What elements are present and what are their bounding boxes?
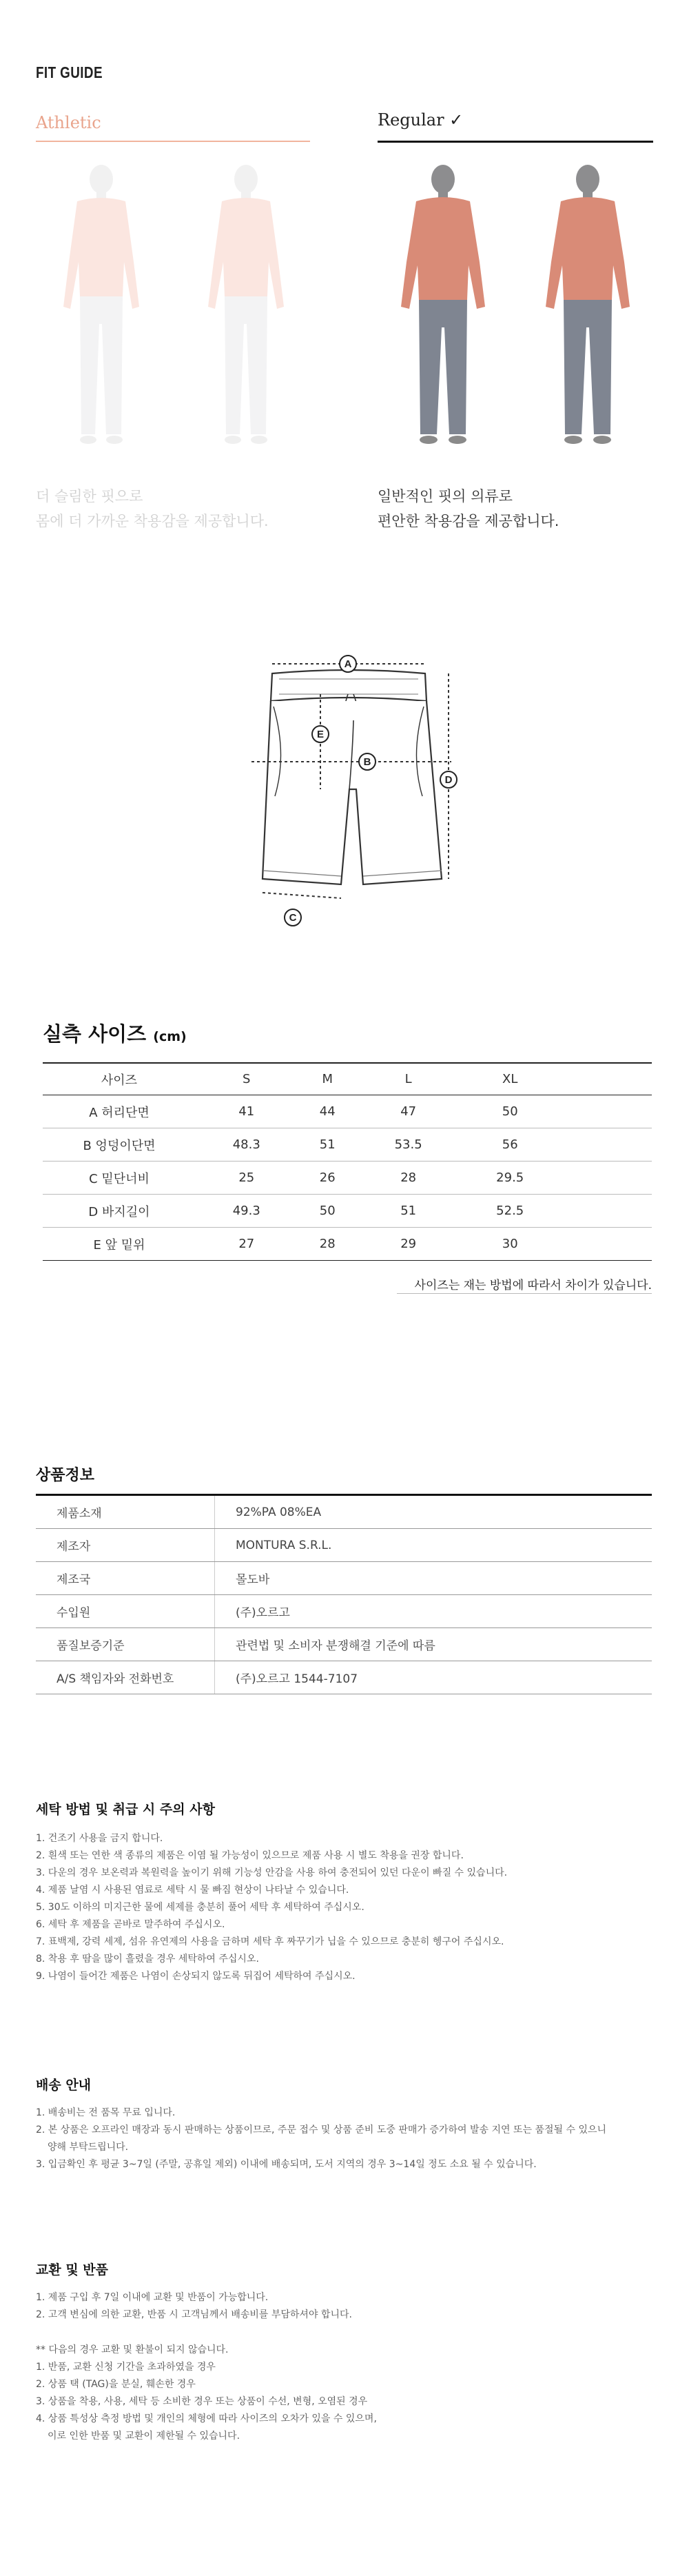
cell: 50 <box>459 1095 561 1128</box>
cell-empty <box>561 1095 652 1128</box>
table-row <box>36 1661 652 1694</box>
list-item: 6. 세탁 후 제품을 곧바로 말주하여 주십시오. <box>36 1919 225 1930</box>
table-row <box>36 1495 652 1529</box>
list-item: 2. 흰색 또는 연한 색 종류의 제품은 이염 될 가능성이 있으므로 제품 사용 시 별도 착용을 권장 합니다. <box>36 1850 464 1861</box>
info-value: 몰도바 <box>215 1562 652 1595</box>
cell: 29.5 <box>459 1162 561 1195</box>
regular-back-figure <box>546 165 630 444</box>
cell: 51 <box>358 1195 460 1228</box>
list-item: 양해 부탁드립니다. <box>48 2142 129 2153</box>
product-info-table <box>36 1494 652 1694</box>
info-key: 제품소재 <box>36 1495 215 1529</box>
tab-regular[interactable]: Regular ✓ <box>378 110 464 130</box>
list-item: 2. 상품 택 (TAG)을 분실, 훼손한 경우 <box>36 2379 196 2390</box>
table-row <box>36 1529 652 1562</box>
regular-fit-figures <box>378 159 653 455</box>
cell-empty <box>561 1195 652 1228</box>
info-key: 제조국 <box>36 1562 215 1595</box>
cell: 47 <box>358 1095 460 1128</box>
list-item: 9. 나염이 들어간 제품은 나염이 손상되지 않도록 뒤집어 세탁하여 주십시오. <box>36 1971 356 1982</box>
athletic-front-figure <box>63 165 139 444</box>
info-value: MONTURA S.R.L. <box>215 1529 652 1562</box>
regular-front-figure <box>401 165 485 444</box>
size-note: 사이즈는 재는 방법에 따라서 차이가 있습니다. <box>414 1279 652 1292</box>
washing-list <box>36 1830 507 1985</box>
marker-e-label: E <box>316 729 325 740</box>
athletic-back-figure <box>208 165 284 444</box>
exchange-notice-list <box>36 2342 377 2445</box>
list-item: 3. 상품을 착용, 사용, 세탁 등 소비한 경우 또는 상품이 수선, 변형, 오염된 경우 <box>36 2396 368 2407</box>
marker-d-label: D <box>444 774 453 786</box>
info-value: (주)오르고 1544-7107 <box>215 1661 652 1694</box>
row-label: B 엉덩이단면 <box>43 1128 196 1162</box>
cell: 53.5 <box>358 1128 460 1162</box>
cell: 28 <box>358 1162 460 1195</box>
header-cell: S <box>196 1063 298 1095</box>
regular-desc-line: 편안한 착용감을 제공합니다. <box>378 513 559 529</box>
row-label: A 허리단면 <box>43 1095 196 1128</box>
athletic-description <box>36 484 269 534</box>
size-unit: (cm) <box>153 1029 187 1044</box>
size-table-header <box>43 1063 652 1095</box>
tab-athletic[interactable]: Athletic <box>36 113 101 132</box>
list-item: 1. 건조기 사용을 금지 합니다. <box>36 1833 163 1844</box>
cell: 44 <box>298 1095 358 1128</box>
cell: 30 <box>459 1228 561 1261</box>
row-label: C 밑단너비 <box>43 1162 196 1195</box>
info-value: 관련법 및 소비자 분쟁해결 기준에 따름 <box>215 1628 652 1661</box>
cell: 56 <box>459 1128 561 1162</box>
exchange-title: 교환 및 반품 <box>36 2262 108 2278</box>
size-table-title <box>43 1019 187 1047</box>
info-key: 제조자 <box>36 1529 215 1562</box>
cell-empty <box>561 1162 652 1195</box>
row-label: E 앞 밑위 <box>43 1228 196 1261</box>
cell: 48.3 <box>196 1128 298 1162</box>
cell: 28 <box>298 1228 358 1261</box>
list-item: 4. 제품 날염 시 사용된 염료로 세탁 시 물 빠짐 현상이 나타날 수 있습니다. <box>36 1885 349 1896</box>
cell: 26 <box>298 1162 358 1195</box>
list-item: 1. 배송비는 전 품목 무료 입니다. <box>36 2107 176 2118</box>
list-item: 1. 반품, 교환 신청 기간을 초과하였을 경우 <box>36 2362 216 2373</box>
cell: 27 <box>196 1228 298 1261</box>
shorts-measurement-diagram <box>245 651 465 948</box>
info-key: 수입원 <box>36 1595 215 1628</box>
exchange-list <box>36 2289 352 2324</box>
regular-desc-line: 일반적인 핏의 의류로 <box>378 488 513 505</box>
table-row <box>36 1628 652 1661</box>
cell-empty <box>561 1228 652 1261</box>
cell-empty <box>561 1128 652 1162</box>
athletic-desc-line: 더 슬림한 핏으로 <box>36 488 143 505</box>
list-item: 2. 본 상품은 오프라인 매장과 동시 판매하는 상품이므로, 주문 접수 및 상품 준비 도중 판매가 증가하여 발송 지연 또는 품절될 수 있으니 <box>36 2124 607 2136</box>
cell: 25 <box>196 1162 298 1195</box>
list-item: 5. 30도 이하의 미지근한 물에 세제를 충분히 풀어 세탁 후 세탁하여 주십시오. <box>36 1902 364 1913</box>
table-row <box>36 1562 652 1595</box>
table-row <box>43 1095 652 1128</box>
marker-c-label: C <box>289 912 297 924</box>
table-row <box>43 1228 652 1261</box>
info-value: 92%PA 08%EA <box>215 1495 652 1529</box>
shipping-title: 배송 안내 <box>36 2078 92 2093</box>
info-value: (주)오르고 <box>215 1595 652 1628</box>
list-item: 8. 착용 후 땀을 많이 흘렸을 경우 세탁하여 주십시오. <box>36 1954 259 1965</box>
athletic-fit-figures <box>36 159 311 455</box>
info-key: A/S 책임자와 전화번호 <box>36 1661 215 1694</box>
cell: 52.5 <box>459 1195 561 1228</box>
notice-title: ** 다음의 경우 교환 및 환불이 되지 않습니다. <box>36 2344 229 2355</box>
header-cell: 사이즈 <box>43 1063 196 1095</box>
list-item: 2. 고객 변심에 의한 교환, 반품 시 고객님께서 배송비를 부담하셔야 합니다. <box>36 2309 352 2320</box>
list-item: 이로 인한 반품 및 교환이 제한될 수 있습니다. <box>48 2431 240 2442</box>
table-row <box>43 1195 652 1228</box>
table-row <box>36 1595 652 1628</box>
size-title-text: 실측 사이즈 <box>43 1022 147 1046</box>
athletic-desc-line: 몸에 더 가까운 착용감을 제공합니다. <box>36 513 269 529</box>
header-cell: XL <box>459 1063 561 1095</box>
regular-description <box>378 484 559 534</box>
marker-b-label: B <box>363 756 371 768</box>
row-label: D 바지길이 <box>43 1195 196 1228</box>
table-row <box>43 1162 652 1195</box>
list-item: 3. 입금확인 후 평균 3~7일 (주말, 공휴일 제외) 이내에 배송되며, 도서 지역의 경우 3~14일 정도 소요 될 수 있습니다. <box>36 2159 537 2170</box>
cell: 41 <box>196 1095 298 1128</box>
product-info-title: 상품정보 <box>36 1467 95 1484</box>
header-cell: M <box>298 1063 358 1095</box>
info-key: 품질보증기준 <box>36 1628 215 1661</box>
washing-title: 세탁 방법 및 취급 시 주의 사항 <box>36 1802 215 1817</box>
cell: 49.3 <box>196 1195 298 1228</box>
cell: 29 <box>358 1228 460 1261</box>
table-row <box>43 1128 652 1162</box>
header-cell-empty <box>561 1063 652 1095</box>
cell: 51 <box>298 1128 358 1162</box>
tab-athletic-underline <box>36 141 310 142</box>
size-table <box>43 1062 652 1261</box>
cell: 50 <box>298 1195 358 1228</box>
list-item: 4. 상품 특성상 측정 방법 및 개인의 체형에 따라 사이즈의 오차가 있을 수 있으며, <box>36 2413 377 2424</box>
list-item: 3. 다운의 경우 보온력과 복원력을 높이기 위해 기능성 안감을 사용 하여 충전되어 있던 다운이 빠질 수 있습니다. <box>36 1867 508 1878</box>
size-note-divider <box>397 1293 652 1294</box>
list-item: 1. 제품 구입 후 7일 이내에 교환 및 반품이 가능합니다. <box>36 2292 269 2303</box>
list-item: 7. 표백제, 강력 세제, 섬유 유연제의 사용을 금하며 세탁 후 짜꾸기가 닙을 수 있으므로 충분히 헹구어 주십시오. <box>36 1936 504 1947</box>
marker-a-label: A <box>344 658 352 670</box>
header-cell: L <box>358 1063 460 1095</box>
tab-regular-underline <box>378 141 653 143</box>
shipping-list <box>36 2105 606 2173</box>
fit-guide-title: FIT GUIDE <box>36 63 103 81</box>
